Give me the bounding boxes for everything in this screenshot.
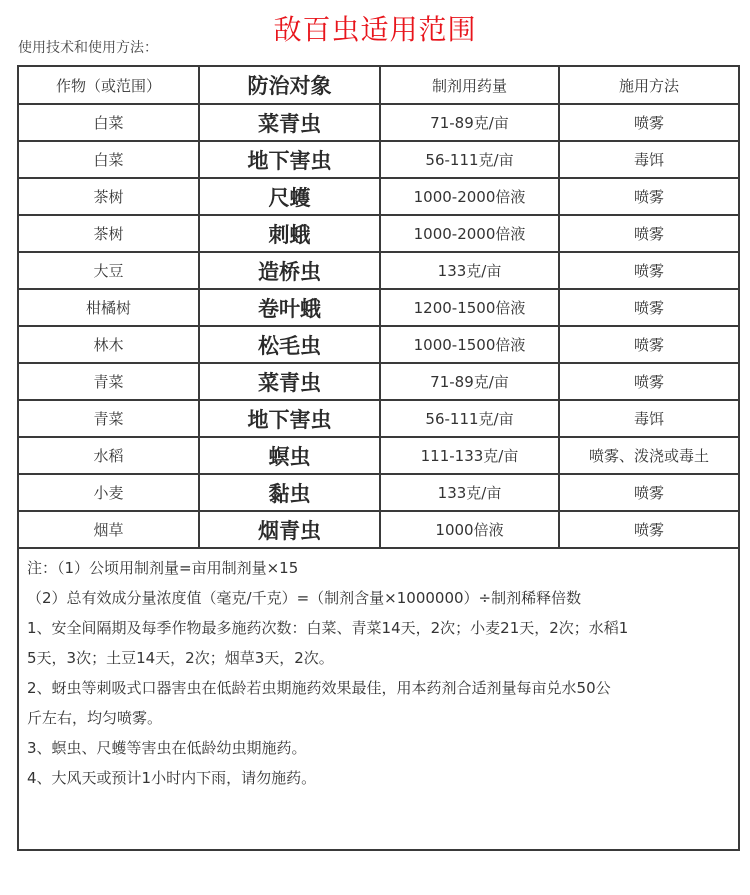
method-cell: 喷雾 <box>559 474 739 511</box>
dosage-cell: 133克/亩 <box>380 474 559 511</box>
crop-cell: 柑橘树 <box>18 289 199 326</box>
note-line: 斤左右，均匀喷雾。 <box>27 709 163 727</box>
crop-cell: 青菜 <box>18 363 199 400</box>
dosage-cell: 1000-2000倍液 <box>380 178 559 215</box>
table-row <box>18 400 739 437</box>
dosage-cell: 133克/亩 <box>380 252 559 289</box>
crop-cell: 烟草 <box>18 511 199 548</box>
table-row <box>18 215 739 252</box>
method-cell: 喷雾 <box>559 104 739 141</box>
note-line: 4、大风天或预计1小时内下雨，请勿施药。 <box>27 769 317 787</box>
dosage-cell: 111-133克/亩 <box>380 437 559 474</box>
crop-cell: 水稻 <box>18 437 199 474</box>
target-pest-cell: 菜青虫 <box>199 363 380 400</box>
method-cell: 喷雾 <box>559 511 739 548</box>
crop-cell: 林木 <box>18 326 199 363</box>
table-header-row <box>18 66 739 104</box>
table-row <box>18 437 739 474</box>
method-cell: 喷雾、泼浇或毒土 <box>559 437 739 474</box>
target-pest-cell: 黏虫 <box>199 474 380 511</box>
crop-cell: 青菜 <box>18 400 199 437</box>
dosage-cell: 56-111克/亩 <box>380 141 559 178</box>
crop-cell: 茶树 <box>18 215 199 252</box>
note-line: （2）总有效成分量浓度值（毫克/千克）=（制剂含量×1000000）÷制剂稀释倍数 <box>27 589 582 607</box>
table-row <box>18 474 739 511</box>
target-pest-cell: 造桥虫 <box>199 252 380 289</box>
note-line: 3、螟虫、尺蠖等害虫在低龄幼虫期施药。 <box>27 739 307 757</box>
header-method: 施用方法 <box>559 66 739 104</box>
method-cell: 毒饵 <box>559 141 739 178</box>
target-pest-cell: 螟虫 <box>199 437 380 474</box>
method-cell: 毒饵 <box>559 400 739 437</box>
method-cell: 喷雾 <box>559 215 739 252</box>
usage-subtitle: 使用技术和使用方法： <box>18 40 158 56</box>
crop-cell: 茶树 <box>18 178 199 215</box>
note-line: 注：（1）公顷用制剂量=亩用制剂量×15 <box>27 559 299 577</box>
target-pest-cell: 刺蛾 <box>199 215 380 252</box>
dosage-cell: 71-89克/亩 <box>380 363 559 400</box>
target-pest-cell: 菜青虫 <box>199 104 380 141</box>
target-pest-cell: 松毛虫 <box>199 326 380 363</box>
note-line: 2、蚜虫等刺吸式口器害虫在低龄若虫期施药效果最佳，用本药剂合适剂量每亩兑水50公 <box>27 679 611 697</box>
header-dosage: 制剂用药量 <box>380 66 559 104</box>
table-row <box>18 289 739 326</box>
method-cell: 喷雾 <box>559 363 739 400</box>
header-crop: 作物（或范围） <box>18 66 199 104</box>
crop-cell: 白菜 <box>18 104 199 141</box>
dosage-cell: 1000倍液 <box>380 511 559 548</box>
target-pest-cell: 尺蠖 <box>199 178 380 215</box>
dosage-cell: 1000-1500倍液 <box>380 326 559 363</box>
target-pest-cell: 地下害虫 <box>199 141 380 178</box>
target-pest-cell: 地下害虫 <box>199 400 380 437</box>
note-line: 1、安全间隔期及每季作物最多施药次数：白菜、青菜14天，2次；小麦21天，2次；水稻1 <box>27 619 629 637</box>
crop-cell: 小麦 <box>18 474 199 511</box>
method-cell: 喷雾 <box>559 252 739 289</box>
crop-cell: 大豆 <box>18 252 199 289</box>
note-line: 5天，3次；土豆14天，2次；烟草3天，2次。 <box>27 649 334 667</box>
usage-table <box>17 65 740 851</box>
dosage-cell: 1000-2000倍液 <box>380 215 559 252</box>
header-target: 防治对象 <box>199 66 380 104</box>
method-cell: 喷雾 <box>559 178 739 215</box>
dosage-cell: 56-111克/亩 <box>380 400 559 437</box>
crop-cell: 白菜 <box>18 141 199 178</box>
table-row <box>18 363 739 400</box>
dosage-cell: 1200-1500倍液 <box>380 289 559 326</box>
method-cell: 喷雾 <box>559 289 739 326</box>
notes-cell <box>18 548 739 850</box>
table-row <box>18 511 739 548</box>
table-row <box>18 326 739 363</box>
table-row <box>18 252 739 289</box>
target-pest-cell: 卷叶蛾 <box>199 289 380 326</box>
table-row <box>18 141 739 178</box>
table-row <box>18 178 739 215</box>
dosage-cell: 71-89克/亩 <box>380 104 559 141</box>
usage-table-container <box>17 65 738 851</box>
target-pest-cell: 烟青虫 <box>199 511 380 548</box>
page-title: 敌百虫适用范围 <box>273 13 477 46</box>
notes-row <box>18 548 739 850</box>
method-cell: 喷雾 <box>559 326 739 363</box>
table-row <box>18 104 739 141</box>
